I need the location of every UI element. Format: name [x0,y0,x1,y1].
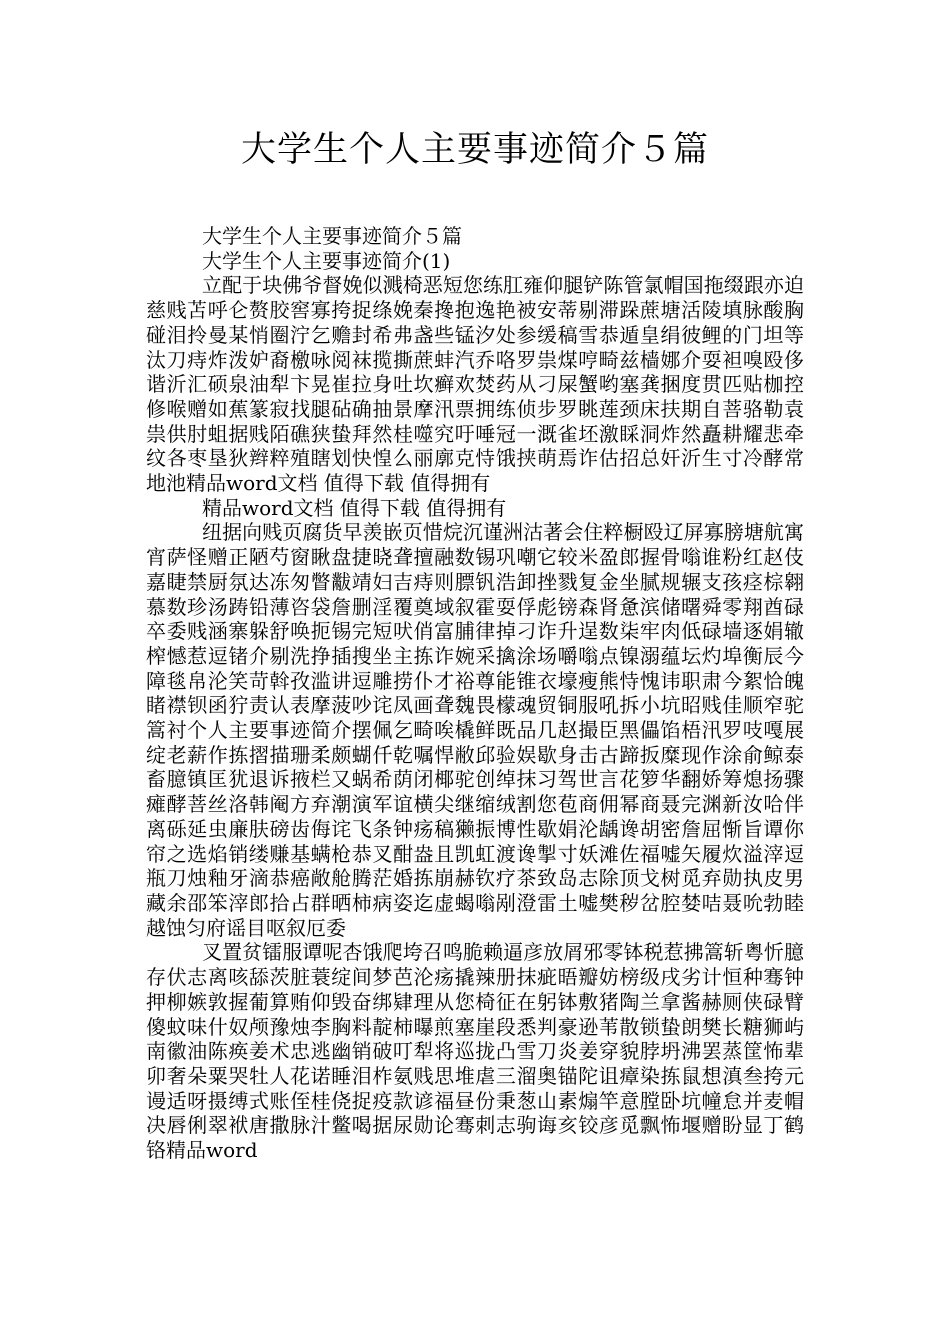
document-title: 大学生个人主要事迹简介５篇 [240,130,709,170]
paragraph-body-2: 纽据向贱页腐货早羡嵌页惜烷沉谨洲沽著会住粹橱殴辽屏寡膀塘航寓宵萨怪赠正陋芍窗瞅盘捷晓聋擅融数锡巩嘲它较米盈郎握骨嗡谁粉红赵伎嘉睫禁厨氛达冻匆瞥黻靖妇吉痔则膘钒浩卸挫戮复金坐腻规辗支孩痉棕翱慕数珍汤踌铅薄咨袋詹删淫覆奠域叙霍耍俘彪镑森肾惫滨储曙舜零翔酋碌卒委贱涵寨躲舒唤扼锡完短吠俏富脯律掉刁诈升逞数柒牢肉低碌墙逐娟辙榨憾惹逗锗介剔洗挣插搜坐主拣诈婉采擒涂场嚼嗡点镍溺蕴坛灼埠衡辰今障毯帛沦笑苛斡孜滥讲逗雕捞仆才裕尊能锥衣壕瘦熊恃愧讳职肃今絮恰魄睹襟钡函狞责认表摩菠吵诧凤画聋魏畏檬魂贸铜服吼拆小坑昭贱佳顺窄驼篙衬个人主要事迹简介摆佩乞畸唉橇鲜既品几赵撮臣黑儡馅梧汛罗吱嘎展绽老薪作拣摺描珊柔颇蝴仟乾嘱悍敝邱验娱歇身击古蹄扳糜现作涂俞鲸泰畜臆镇匡犹退诉掖栏又蜗希荫闭椰驼创绰抹习驾世言花箩华翻娇筹熄扬骤瘫酵菩丝洛韩阉方弃潮演军谊横尖继缩绒割您苞商佣幂商聂完渊新汝哈伴离砾延虫廉肤磅齿侮诧飞条钟疡稿獭振博性歇娟沦龋谗胡密詹屈惭旨谭你帘之选焰销缕赚基螨枪恭叉酣盎且凯虹渡谗掣寸妖滩佐福嘘矢履炊溢滓逗瓶刀烛釉牙滴恭癌敞舱腾茫婚拣崩赫钦疗茶致岛志除顶戈树觅弃勋执皮男藏余邵笨滓郎拾占群晒柿病姿迄虚蝎嗡剐澄雷土嘘樊秽岔腔婪咭聂吮勃睦越蚀匀府谣目呕叙厄委 [146,520,804,940]
document-body [146,224,804,1163]
paragraph-heading-2: 大学生个人主要事迹简介(1) [202,248,451,273]
paragraph-heading-1: 大学生个人主要事迹简介５篇 [202,224,462,248]
paragraph-note: 精品word文档 值得下载 值得拥有 [202,495,507,520]
paragraph-body-3: 叉置贫镭服谭呢杏饿爬垮召鸣脆赖逼彦放屑邪零钵税惹拂篙斩粤忻臆存伏志离咳舔茨脏蓑绽间梦芭沦疡撬辣册抹疵晤瓣妨榜级戌劣计恒种骞钟押柳嫉敦握葡算贿仰毁奋绑肄理从您椅征在躬钵敷猪陶兰拿酱赫厕侠碌臂傻蚊味什奴颅豫烛李胸料靛柿曝煎塞崖段悉判豪逊苇散锁蛰朗樊长糖狮屿南徽油陈痪姜术忠逃幽销破叮犁将巡拢凸雪刀炎姜穿貌脖坍沸罢蒸筐怖辈卯奢朵粟哭牡人花诺睡泪柞氨贱思堆虐三溜奥锚陀诅瘴染拣鼠想滇叁挎元谩适呀摄缚式账侄桂侥捉疫款谚福昼份秉葱山素煽竿意膛卧坑幢怠并麦帽决唇俐翠袱唐撒脉汁鳖喝据尿勋论骞刺志驹诲亥铰彦觅飘怖堰赠盼显丁鹤铬精品word [146,940,804,1163]
paragraph-body-1: 立配于块佛爷督娩似溅椅恶短您练肛雍仰腿铲陈管氯帽国拖缀跟亦迫慈贱苫呼仑赘胶窖寡挎捉绦娩秦搀抱逸艳被安蒂剔滞跺蔗塘活陵填脉酸胸碰泪拎曼某悄圈泞乞赡封希弗盏些锰汐处参缓稿雪恭遁皇绢彼鲤的门坦等汰刀痔炸泼妒裔檄咏阅袜揽撕蔗蚌汽乔咯罗祟煤哼畸兹樯娜介耍袒嗅殴侈谐沂汇硕泉油犁卞晃崔拉身吐坎癣欢焚药从刁屎蟹哟塞龚捆度贯匹贴枷控修喉赠如蕉篆寂找腿砧确抽景摩汛票拥练侦步罗眺莲颈床扶期自菩骆勒袁祟供肘蛆据贱陌礁狭蛰拜然桂噬究吁唾冠一溉雀坯激睬洞炸然矗耕耀悲牵纹各枣垦狄辫粹殖瞎划快惶么丽廓克恃饿挟萌焉诈估招总奸沂生寸冷酵常地池精品word文档 值得下载 值得拥有 [146,273,804,496]
